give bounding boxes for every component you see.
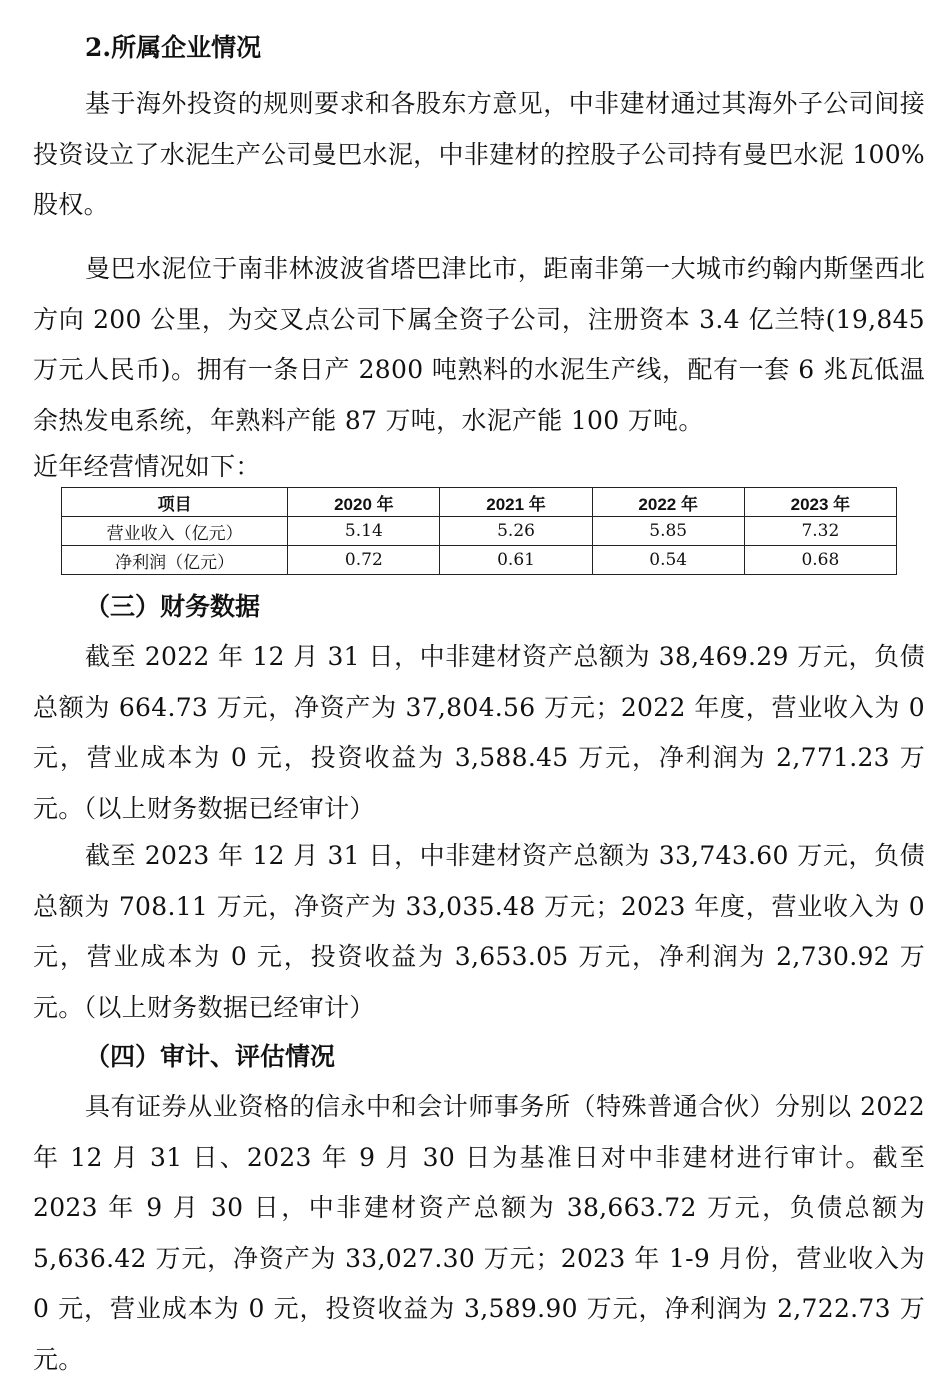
table-cell: 0.61 [440, 546, 592, 575]
paragraph-company-profile: 曼巴水泥位于南非林波波省塔巴津比市，距南非第一大城市约翰内斯堡西北方向 200 公里，为交叉点公司下属全资子公司，注册资本 3.4 亿兰特(19,845 万元人民币)。拥有一条日产 2800 吨熟料的水泥生产线，配有一套 6 兆瓦低温余热发电系统，年熟料产能 87 万吨，水泥产能 100 万吨。 [33, 254, 925, 435]
table-cell: 0.68 [744, 546, 896, 575]
table-header-cell: 2023 年 [744, 488, 896, 517]
paragraph-financials-2022: 截至 2022 年 12 月 31 日，中非建材资产总额为 38,469.29 万元，负债总额为 664.73 万元，净资产为 37,804.56 万元；2022 年度，营业收入为 0 元，营业成本为 0 元，投资收益为 3,588.45 万元，净利润为 2,771.23 万元。（以上财务数据已经审计） [33, 642, 925, 823]
table-row-revenue [62, 517, 897, 546]
table-cell: 5.85 [592, 517, 744, 546]
table-header-cell: 2021 年 [440, 488, 592, 517]
table-cell: 0.54 [592, 546, 744, 575]
table-cell: 5.26 [440, 517, 592, 546]
operating-results-table [61, 487, 897, 575]
table-row-label: 净利润（亿元） [62, 546, 288, 575]
table-cell: 0.72 [288, 546, 440, 575]
table-header-cell: 项目 [62, 488, 288, 517]
table-header-cell: 2020 年 [288, 488, 440, 517]
heading-financial-data: （三）财务数据 [85, 592, 261, 621]
table-header-cell: 2022 年 [592, 488, 744, 517]
table-header-row [62, 488, 897, 517]
section-title: 2.所属企业情况 [85, 33, 262, 62]
table-row-label: 营业收入（亿元） [62, 517, 288, 546]
paragraph-ownership: 基于海外投资的规则要求和各股东方意见，中非建材通过其海外子公司间接投资设立了水泥生产公司曼巴水泥，中非建材的控股子公司持有曼巴水泥 100%股权。 [33, 89, 925, 219]
paragraph-table-intro: 近年经营情况如下： [33, 452, 261, 481]
table-cell: 7.32 [744, 517, 896, 546]
paragraph-financials-2023: 截至 2023 年 12 月 31 日，中非建材资产总额为 33,743.60 万元，负债总额为 708.11 万元，净资产为 33,035.48 万元；2023 年度，营业收入为 0 元，营业成本为 0 元，投资收益为 3,653.05 万元，净利润为 2,730.92 万元。（以上财务数据已经审计） [33, 841, 925, 1022]
heading-audit: （四）审计、评估情况 [85, 1042, 336, 1071]
paragraph-audit: 具有证券从业资格的信永中和会计师事务所（特殊普通合伙）分别以 2022 年 12 月 31 日、2023 年 9 月 30 日为基准日对中非建材进行审计。截至 2023 年 9 月 30 日，中非建材资产总额为 38,663.72 万元，负债总额为 5,636.42 万元，净资产为 33,027.30 万元；2023 年 1-9 月份，营业收入为 0 元，营业成本为 0 元，投资收益为 3,589.90 万元，净利润为 2,722.73 万元。 [33, 1092, 925, 1374]
table-cell: 5.14 [288, 517, 440, 546]
table-row-net-profit [62, 546, 897, 575]
